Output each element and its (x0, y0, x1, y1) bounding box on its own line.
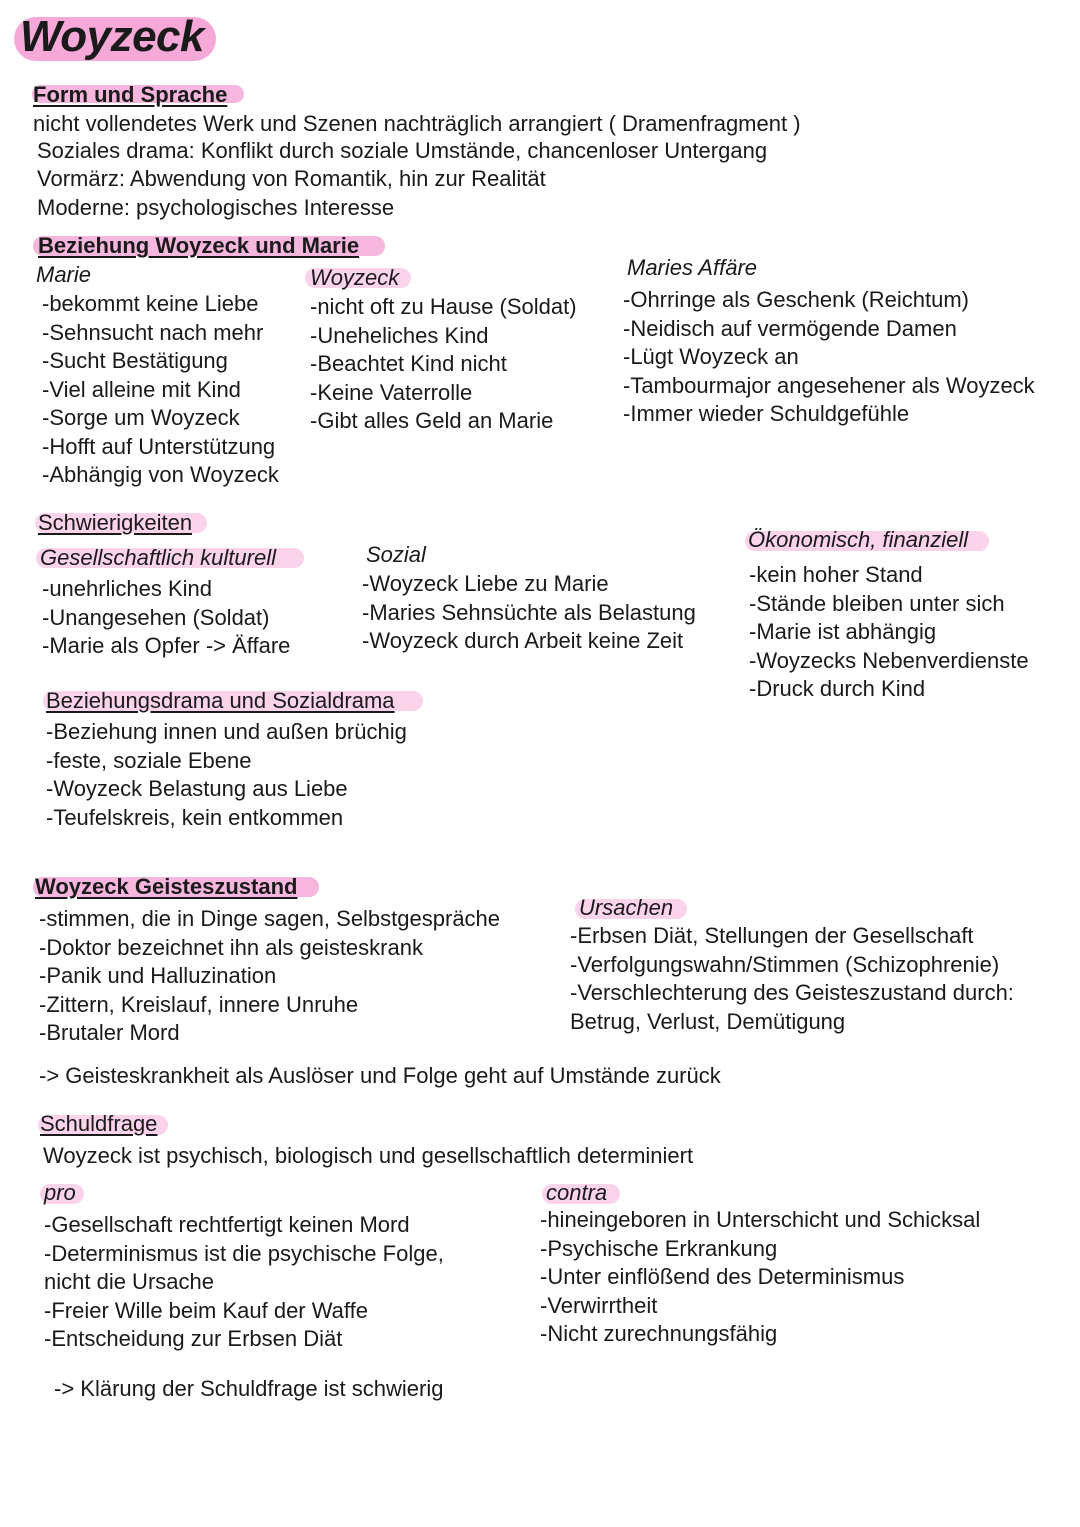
section-heading-schuld: Schuldfrage (40, 1111, 158, 1136)
list-item: -Entscheidung zur Erbsen Diät (44, 1326, 343, 1351)
list-item: -Beachtet Kind nicht (310, 351, 507, 376)
kulturell-list (42, 575, 290, 661)
form-line: Moderne: psychologisches Interesse (37, 195, 395, 220)
list-item: -Marie als Opfer -> Äffare (42, 633, 291, 658)
list-item: -Lügt Woyzeck an (623, 344, 799, 369)
list-item: -unehrliches Kind (42, 576, 212, 601)
list-item: -Immer wieder Schuldgefühle (623, 401, 910, 426)
form-line: Soziales drama: Konflikt durch soziale Umstände, chancenloser Untergang (37, 138, 768, 163)
list-item: -Woyzeck Belastung aus Liebe (46, 776, 348, 801)
list-item: -Determinismus ist die psychische Folge, (44, 1240, 444, 1266)
list-item: -Woyzecks Nebenverdienste (749, 647, 1029, 673)
schuld-conclusion: -> Klärung der Schuldfrage ist schwierig (54, 1376, 444, 1401)
list-item: nicht die Ursache (44, 1269, 214, 1294)
column-label-sozial: Sozial (366, 542, 426, 567)
list-item: -bekommt keine Liebe (42, 291, 259, 316)
list-item: -Doktor bezeichnet ihn als geisteskrank (39, 934, 423, 960)
ursachen-list (570, 922, 1014, 1036)
list-item: -Teufelskreis, kein entkommen (46, 804, 344, 830)
section-heading-schwierigkeiten: Schwierigkeiten (38, 510, 193, 535)
woyzeck-list (310, 293, 577, 436)
list-item: -Woyzeck Liebe zu Marie (362, 571, 609, 596)
column-label-marie: Marie (36, 262, 92, 287)
form-line: Vormärz: Abwendung von Romantik, hin zur Realität (37, 166, 546, 191)
page-title: Woyzeck (20, 12, 204, 61)
column-label-contra: contra (546, 1180, 608, 1205)
affaere-list (623, 286, 1035, 429)
contra-list (540, 1206, 980, 1349)
form-line: nicht vollendetes Werk und Szenen nachträglich arrangiert ( Dramenfragment ) (33, 111, 801, 136)
column-label-kulturell: Gesellschaftlich kulturell (40, 545, 276, 570)
list-item: -Viel alleine mit Kind (42, 376, 241, 402)
list-item: -Verfolgungswahn/Stimmen (Schizophrenie) (570, 951, 1000, 977)
column-label-woyzeck: Woyzeck (310, 265, 400, 290)
list-item: -Sorge um Woyzeck (42, 405, 240, 430)
column-label-ursachen: Ursachen (579, 895, 674, 920)
list-item: -Sehnsucht nach mehr (42, 319, 264, 345)
oekonomisch-list (749, 561, 1029, 704)
list-item: -kein hoher Stand (749, 562, 923, 587)
sozial-list (362, 570, 696, 656)
list-item: -Zittern, Kreislauf, innere Unruhe (39, 991, 359, 1017)
list-item: -Psychische Erkrankung (540, 1235, 778, 1261)
list-item: -Nicht zurechnungsfähig (540, 1321, 778, 1346)
column-label-pro: pro (44, 1180, 76, 1205)
list-item: -Unter einflößend des Determinismus (540, 1264, 905, 1289)
schuld-intro: Woyzeck ist psychisch, biologisch und gesellschaftlich determiniert (43, 1143, 694, 1168)
list-item: -Gibt alles Geld an Marie (310, 408, 554, 433)
list-item: -Freier Wille beim Kauf der Waffe (44, 1297, 368, 1323)
list-item: -Verwirrtheit (540, 1292, 658, 1318)
list-item: -Panik und Halluzination (39, 963, 277, 988)
list-item: -Unangesehen (Soldat) (42, 604, 270, 630)
column-label-affaere: Maries Affäre (627, 255, 758, 280)
list-item: -Neidisch auf vermögende Damen (623, 315, 957, 341)
section-heading-beziehung: Beziehung Woyzeck und Marie (38, 233, 360, 258)
list-item: -Hofft auf Unterstützung (42, 433, 276, 459)
geist-list (39, 905, 500, 1048)
drama-list (46, 718, 407, 832)
list-item: -Abhängig von Woyzeck (42, 462, 279, 487)
pro-list (44, 1211, 444, 1354)
list-item: -Gesellschaft rechtfertigt keinen Mord (44, 1212, 410, 1237)
list-item: -Erbsen Diät, Stellungen der Gesellschaft (570, 923, 974, 948)
section-heading-geist: Woyzeck Geisteszustand (35, 874, 298, 899)
list-item: -stimmen, die in Dinge sagen, Selbstgespräche (39, 906, 501, 931)
list-item: -Sucht Bestätigung (42, 348, 228, 373)
column-label-oekonomisch: Ökonomisch, finanziell (748, 527, 969, 552)
geist-conclusion: -> Geisteskrankheit als Auslöser und Folge geht auf Umstände zurück (39, 1063, 721, 1088)
list-item: Betrug, Verlust, Demütigung (570, 1008, 846, 1034)
list-item: -Marie ist abhängig (749, 619, 937, 644)
list-item: -Brutaler Mord (39, 1020, 180, 1045)
section-heading-form: Form und Sprache (33, 82, 228, 107)
list-item: -hineingeboren in Unterschicht und Schicksal (540, 1207, 981, 1232)
marie-list (42, 290, 279, 490)
list-item: -feste, soziale Ebene (46, 747, 252, 773)
list-item: -Verschlechterung des Geisteszustand durch: (570, 980, 1014, 1005)
list-item: -Keine Vaterrolle (310, 379, 473, 405)
section-heading-drama: Beziehungsdrama und Sozialdrama (46, 688, 395, 713)
list-item: -Woyzeck durch Arbeit keine Zeit (362, 628, 684, 653)
list-item: -Stände bleiben unter sich (749, 590, 1005, 616)
list-item: -Druck durch Kind (749, 676, 926, 701)
list-item: -Beziehung innen und außen brüchig (46, 719, 407, 744)
list-item: -nicht oft zu Hause (Soldat) (310, 294, 577, 319)
list-item: -Uneheliches Kind (310, 322, 489, 348)
list-item: -Ohrringe als Geschenk (Reichtum) (623, 287, 970, 312)
list-item: -Maries Sehnsüchte als Belastung (362, 599, 696, 625)
list-item: -Tambourmajor angesehener als Woyzeck (623, 372, 1035, 398)
